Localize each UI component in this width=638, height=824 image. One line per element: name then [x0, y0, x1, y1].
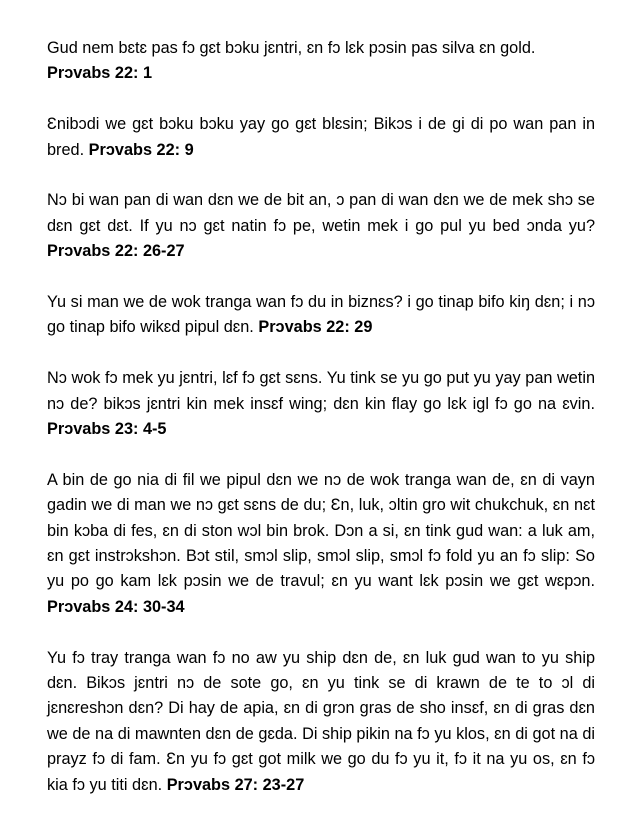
verse-text: Ɛnibɔdi we gɛt bɔku bɔku yay go gɛt blɛsin; Bikɔs i de gi di po wan pan in bred.	[47, 115, 595, 159]
verse-reference: Prɔvabs 27: 23-27	[166, 775, 305, 794]
verse-reference: Prɔvabs 23: 4-5	[47, 420, 167, 439]
verse-reference: Prɔvabs 22: 1	[47, 64, 152, 83]
verse-paragraph	[47, 36, 595, 87]
verse-reference: Prɔvabs 22: 26-27	[47, 242, 185, 261]
verse-text: A bin de go nia di fil we pipul dɛn we nɔ de wok tranga wan de, ɛn di vayn gadin we di man we nɔ gɛt sɛns de du; Ɛn, luk, ɔltin gro wit chukchuk, ɛn nɛt bin kɔba di fes, ɛn di ston wɔl bin brok. Dɔn a si, ɛn tink gud wan: a luk am, ɛn gɛt instrɔkshɔn. Bɔt stil, smɔl slip, smɔl slip, smɔl fɔ fold yu an fɔ slip: So yu po go kam lɛk pɔsin we de travul; ɛn yu want lɛk pɔsin we gɛt wɛpɔn.	[47, 470, 595, 591]
verse-text: Gud nem bɛtɛ pas fɔ gɛt bɔku jɛntri, ɛn fɔ lɛk pɔsin pas silva ɛn gold.	[47, 39, 536, 57]
verse-paragraph	[47, 366, 595, 442]
verse-text: Yu fɔ tray tranga wan fɔ no aw yu ship dɛn de, ɛn luk gud wan to yu ship dɛn. Bikɔs jɛntri nɔ de sote go, ɛn yu tink se di krawn de te to ɔl di jɛnɛreshɔn dɛn? Di hay de apia, ɛn di grɔn gras de sho insɛf, ɛn di gras dɛn we de na di mawnten dɛn de gɛda. Di ship pikin na fɔ yu klos, ɛn di got na di prayz fɔ di fam. Ɛn yu fɔ gɛt got milk we go du fɔ yu it, fɔ it na yu os, ɛn fɔ kia fɔ yu titi dɛn.	[47, 648, 595, 794]
verse-reference: Prɔvabs 22: 29	[258, 318, 373, 337]
verse-paragraph	[47, 188, 595, 264]
verse-paragraph	[47, 646, 595, 798]
verse-reference: Prɔvabs 22: 9	[88, 140, 194, 159]
verse-text: Yu si man we de wok tranga wan fɔ du in biznɛs? i go tinap bifo kiŋ dɛn; i nɔ go tinap bifo wikɛd pipul dɛn.	[47, 293, 595, 337]
verse-paragraph	[47, 112, 595, 163]
verse-reference: Prɔvabs 24: 30-34	[47, 597, 185, 616]
verse-text: Nɔ bi wan pan di wan dɛn we de bit an, ɔ pan di wan dɛn we de mek shɔ se dɛn gɛt dɛt. If yu nɔ gɛt natin fɔ pe, wetin mek i go pul yu bed ɔnda yu?	[47, 191, 595, 235]
verse-paragraph	[47, 468, 595, 620]
verse-paragraph	[47, 290, 595, 341]
document-page	[47, 36, 595, 798]
verse-text: Nɔ wok fɔ mek yu jɛntri, lɛf fɔ gɛt sɛns. Yu tink se yu go put yu yay pan wetin nɔ de? bikɔs jɛntri kin mek insɛf wing; dɛn kin flay go lɛk igl fɔ go na ɛvin.	[47, 369, 595, 413]
